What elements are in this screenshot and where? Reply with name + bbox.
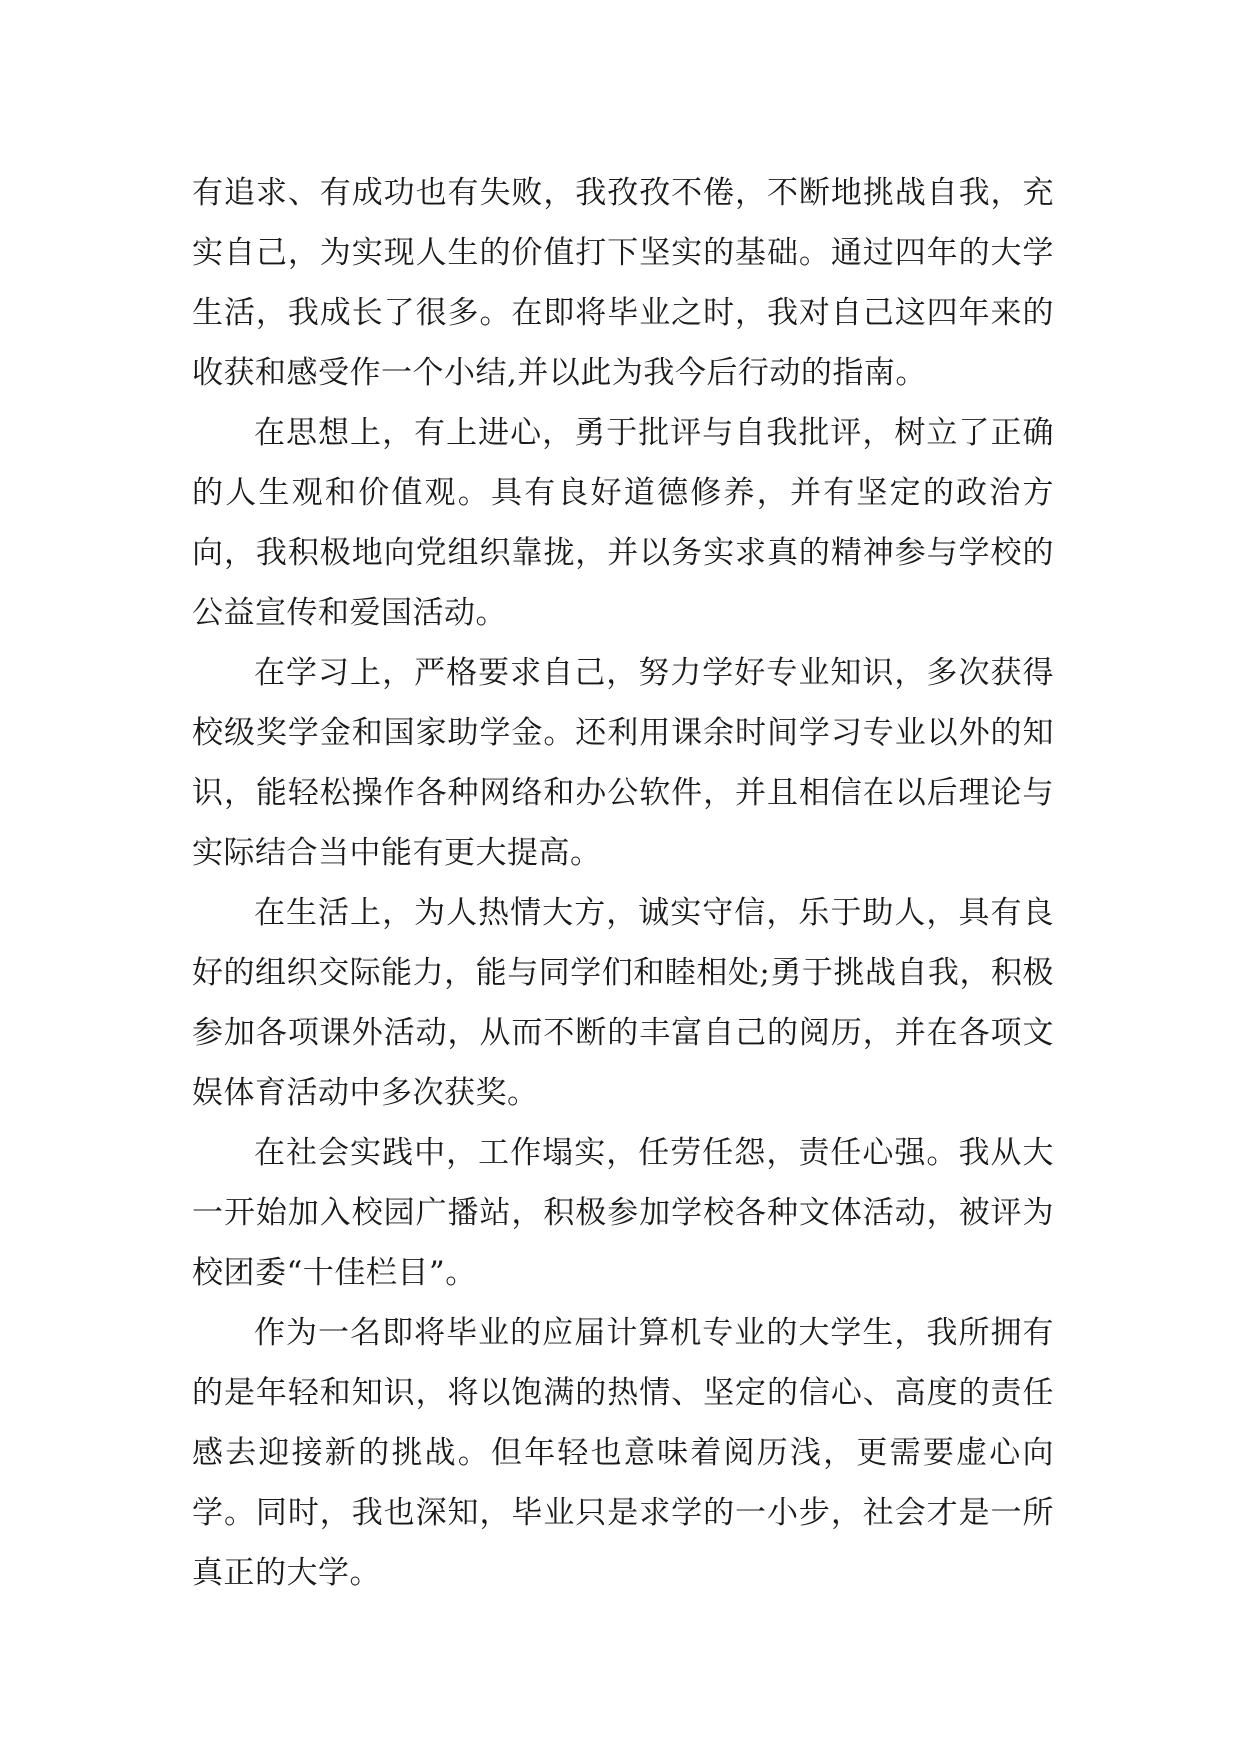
paragraph-thought: 在思想上，有上进心，勇于批评与自我批评，树立了正确的人生观和价值观。具有良好道德修养，并有坚定的政治方向，我积极地向党组织靠拢，并以务实求真的精神参与学校的公益宣传和爱国活动。	[192, 415, 1054, 631]
paragraph-conclusion: 作为一名即将毕业的应届计算机专业的大学生，我所拥有的是年轻和知识，将以饱满的热情、坚定的信心、高度的责任感去迎接新的挑战。但年轻也意味着阅历浅，更需要虚心向学。同时，我也深知，毕业只是求学的一小步，社会才是一所真正的大学。	[192, 1315, 1054, 1591]
paragraph-study: 在学习上，严格要求自己，努力学好专业知识，多次获得校级奖学金和国家助学金。还利用课余时间学习专业以外的知识，能轻松操作各种网络和办公软件，并且相信在以后理论与实际结合当中能有更大提高。	[192, 655, 1054, 871]
paragraph-practice: 在社会实践中，工作塌实，任劳任怨，责任心强。我从大一开始加入校园广播站，积极参加学校各种文体活动，被评为校团委“十佳栏目”。	[192, 1135, 1054, 1291]
paragraph-life: 在生活上，为人热情大方，诚实守信，乐于助人，具有良好的组织交际能力，能与同学们和睦相处;勇于挑战自我，积极参加各项课外活动，从而不断的丰富自己的阅历，并在各项文娱体育活动中多次获奖。	[192, 895, 1054, 1111]
paragraph-intro: 有追求、有成功也有失败，我孜孜不倦，不断地挑战自我，充实自己，为实现人生的价值打下坚实的基础。通过四年的大学生活，我成长了很多。在即将毕业之时，我对自己这四年来的收获和感受作一个小结,并以此为我今后行动的指南。	[192, 175, 1054, 391]
document-page	[192, 163, 1054, 1603]
